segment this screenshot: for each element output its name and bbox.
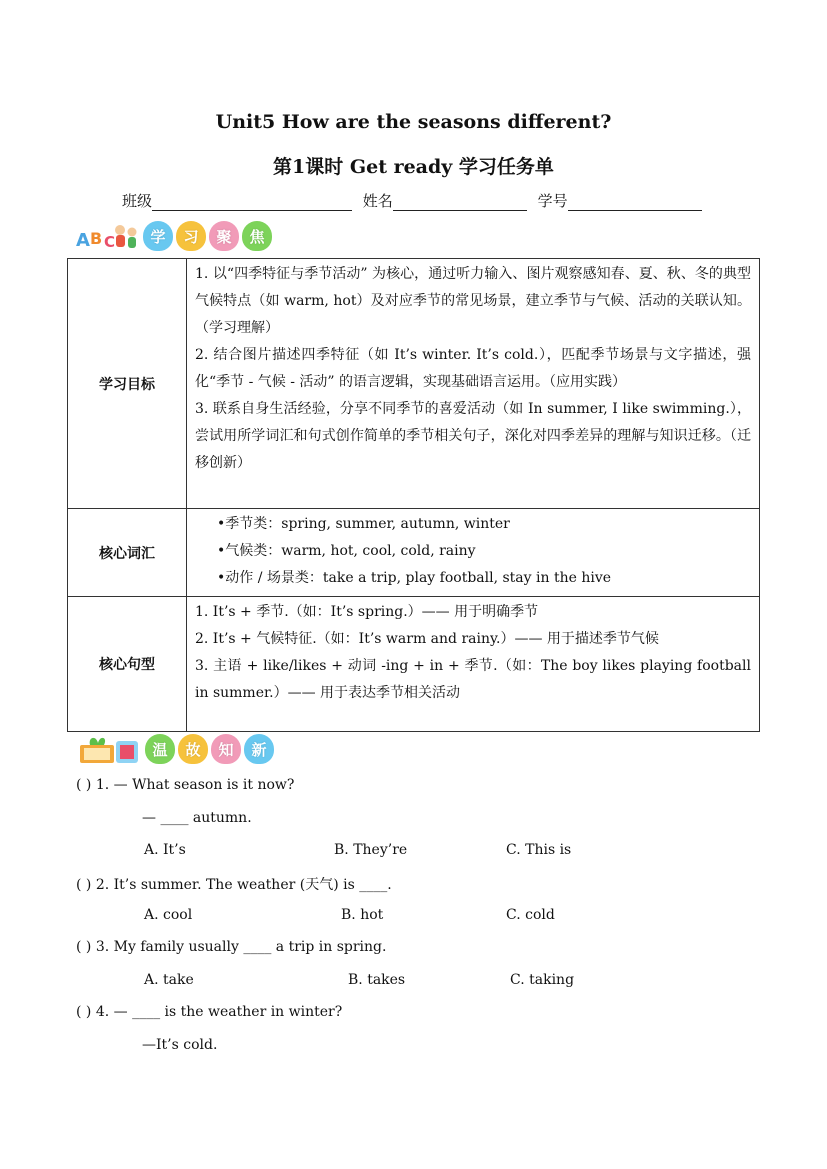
goal-1: 1. 以“四季特征与季节活动” 为核心，通过听力输入、图片观察感知春、夏、秋、冬的典型气候特点（如 warm, hot）及对应季节的常见场景，建立季节与气候、活动的关联认知。（学习理解）: [195, 266, 751, 336]
question-2-option-c[interactable]: C. cold: [506, 907, 555, 923]
question-3-option-c[interactable]: C. taking: [510, 972, 575, 988]
goals-header: 学习目标: [68, 259, 187, 509]
doc-subtitle: 第1课时 Get ready 学习任务单: [273, 156, 554, 178]
learning-table: [67, 258, 760, 732]
question-1-option-a[interactable]: A. It’s: [144, 842, 186, 858]
focus-banner: [74, 220, 272, 252]
review-char-1: 温: [145, 734, 175, 764]
review-char-2: 故: [178, 734, 208, 764]
name-label: 姓名: [362, 192, 393, 210]
doc-title: Unit5 How are the seasons different?: [215, 111, 612, 133]
class-field[interactable]: [152, 196, 352, 211]
vocab-row: [68, 509, 760, 597]
svg-text:A: A: [76, 230, 90, 251]
abc-kids-icon: [74, 220, 140, 252]
vocab-cell: [187, 509, 760, 597]
vocab-item: •季节类：spring, summer, autumn, winter: [217, 516, 510, 532]
vocab-item: •气候类：warm, hot, cool, cold, rainy: [217, 543, 476, 559]
review-char-3: 知: [211, 734, 241, 764]
goal-2: 2. 结合图片描述四季特征（如 It’s winter. It’s cold.），匹配季节场景与文字描述，强化“季节 - 气候 - 活动” 的语言逻辑，实现基础语言运用。（应用实践）: [195, 347, 751, 390]
sentence-row: [68, 597, 760, 732]
review-banner: [76, 733, 274, 765]
question-2-option-a[interactable]: A. cool: [144, 907, 193, 923]
question-1-option-b[interactable]: B. They’re: [334, 842, 408, 858]
class-label: 班级: [122, 192, 153, 210]
question-2-option-b[interactable]: B. hot: [341, 907, 384, 923]
question-3-option-a[interactable]: A. take: [144, 972, 194, 988]
sentence-header: 核心句型: [68, 597, 187, 732]
sentence-cell: [187, 597, 760, 732]
question-3-option-b[interactable]: B. takes: [348, 972, 406, 988]
goal-3: 3. 联系自身生活经验，分享不同季节的喜爱活动（如 In summer, I like swimming.），尝试用所学词汇和句式创作简单的季节相关句子，深化对四季差异的理解与知识迁移。（迁移创新）: [195, 401, 751, 471]
svg-text:C: C: [104, 233, 116, 251]
vocab-item: •动作 / 场景类：take a trip, play football, stay in the hive: [217, 570, 612, 586]
sentence-item: 1. It’s + 季节.（如：It’s spring.）—— 用于明确季节: [195, 604, 539, 620]
review-char-4: 新: [244, 734, 274, 764]
question-1-stem: ( ) 1. — What season is it now?: [76, 777, 295, 793]
vocab-header: 核心词汇: [68, 509, 187, 597]
goals-row: [68, 259, 760, 509]
question-1-line2: — ____ autumn.: [142, 810, 252, 826]
id-label: 学号: [537, 192, 568, 210]
focus-char-3: 聚: [209, 221, 239, 251]
book-plant-icon: [76, 733, 142, 765]
question-4-line2: —It’s cold.: [142, 1037, 218, 1053]
question-4-stem: ( ) 4. — ____ is the weather in winter?: [76, 1004, 343, 1020]
question-3-stem: ( ) 3. My family usually ____ a trip in spring.: [76, 939, 387, 955]
focus-char-4: 焦: [242, 221, 272, 251]
student-info-row: [122, 190, 702, 211]
id-field[interactable]: [568, 196, 702, 211]
question-1-option-c[interactable]: C. This is: [506, 842, 572, 858]
focus-char-1: 学: [143, 221, 173, 251]
focus-char-2: 习: [176, 221, 206, 251]
svg-text:B: B: [90, 229, 103, 248]
question-2-stem: ( ) 2. It’s summer. The weather (天气) is ____.: [76, 877, 392, 893]
goals-cell: [187, 259, 760, 509]
sentence-item: 3. 主语 + like/likes + 动词 -ing + in + 季节.（如：The boy likes playing football in summer.）—— 用于表达季节相关活动: [195, 658, 751, 701]
name-field[interactable]: [393, 196, 527, 211]
sentence-item: 2. It’s + 气候特征.（如：It’s warm and rainy.）—— 用于描述季节气候: [195, 631, 659, 647]
